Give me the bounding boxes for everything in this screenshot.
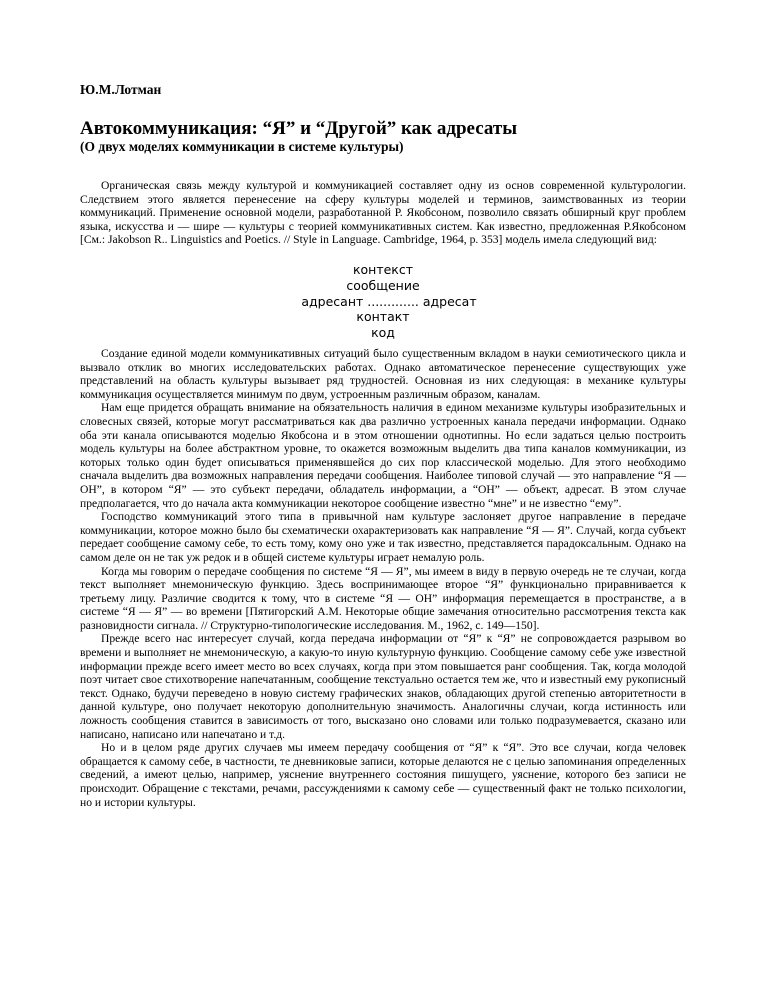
jakobson-communication-scheme xyxy=(80,262,686,341)
scheme-message: сообщение xyxy=(346,277,420,293)
author-name: Ю.М.Лотман xyxy=(80,82,162,97)
scheme-addresser-addressee: адресант ............. адресат xyxy=(301,293,477,309)
scheme-code: код xyxy=(371,325,395,341)
paragraph: Прежде всего нас интересует случай, когда передача информации от “Я” к “Я” не сопровождается разрывом во времени и выполняет не мнемоническую, а какую-то иную культурную функцию. Сообщение самому себе уже известной информации прежде всего имеет место во всех случаях, когда при этом повышается ранг сообщения. Так, когда молодой поэт читает свое стихотворение напечатанным, сообщение текстуально остается тем же, что и известный ему рукописный текст. Однако, будучи переведено в новую систему графических знаков, обладающих другой степенью авторитетности в данной культуре, оно получает некоторую дополнительную значимость. Аналогичны случаи, когда истинность или ложность сообщения ставится в зависимость от того, высказано оно словами или только подразумевается, сказано или написано, написано или напечатано и т.д. xyxy=(80,632,686,741)
article-subtitle: (О двух моделях коммуникации в системе культуры) xyxy=(80,139,404,154)
paragraph: Господство коммуникаций этого типа в привычной нам культуре заслоняет другое направление в передаче коммуникации, которое можно было бы схематически охарактеризовать как направление “Я — Я”. Случай, когда субъект передает сообщение самому себе, то есть тому, кому оно уже и так известно, представляется парадоксальным. Однако на самом деле он не так уж редок и в общей системе культуры играет немалую роль. xyxy=(80,510,686,564)
main-text xyxy=(80,347,686,809)
paragraph: Нам еще придется обращать внимание на обязательность наличия в едином механизме культуры изобразительных и словесных связей, которые могут рассматриваться как два различно устроенных канала передачи информации. Однако оба эти канала описываются моделью Якобсона и в этом отношении однотипны. Но если задаться целью построить модель культуры на более абстрактном уровне, то окажется возможным выделить два типа каналов коммуникации, из которых только один будет описываться применявшейся до сих пор классической моделью. Для этого необходимо сначала выделить два возможных направления передачи сообщения. Наиболее типовой случай — это направление “Я — ОН”, в котором “Я” — это субъект передачи, обладатель информации, а “ОН” — объект, адресат. В этом случае предполагается, что до начала акта коммуникации некоторое сообщение известно “мне” и не известно “ему”. xyxy=(80,401,686,510)
article-title: Автокоммуникация: “Я” и “Другой” как адресаты xyxy=(80,118,518,139)
intro-text xyxy=(80,179,686,247)
scheme-context: контекст xyxy=(352,262,414,277)
scheme-contact: контакт xyxy=(356,309,410,325)
paragraph: Создание единой модели коммуникативных ситуаций было существенным вкладом в науки семиотического цикла и вызвало отклик во многих исследовательских работах. Однако автоматическое перенесение существующих уже представлений на область культуры вызывает ряд трудностей. Основная из них следующая: в механике культуры коммуникация осуществляется минимум по двум, устроенным различным образом, каналам. xyxy=(80,347,686,401)
paragraph: Когда мы говорим о передаче сообщения по системе “Я — Я”, мы имеем в виду в первую очередь не те случаи, когда текст выполняет мнемоническую функцию. Здесь воспринимающее второе “Я” функционально приравнивается к третьему лицу. Различие сводится к тому, что в системе “Я — ОН” информация перемещается в пространстве, а в системе “Я — Я” — во времени [Пятигорский А.М. Некоторые общие замечания относительно рассмотрения текста как разновидности сигнала. // Структурно-типологические исследования. М., 1962, с. 149—150]. xyxy=(80,564,686,632)
paragraph: Но и в целом ряде других случаев мы имеем передачу сообщения от “Я” к “Я”. Это все случаи, когда человек обращается к самому себе, в частности, те дневниковые записи, которые делаются не с целью запоминания определенных сведений, а имеют целью, например, уяснение внутреннего состояния пишущего, уяснение, которого без записи не происходит. Обращение с текстами, речами, рассуждениями к самому себе — существенный факт не только психологии, но и истории культуры. xyxy=(80,741,686,809)
paragraph: Органическая связь между культурой и коммуникацией составляет одну из основ современной культурологии. Следствием этого является перенесение на сферу культуры моделей и терминов, заимствованных из теории коммуникаций. Применение основной модели, разработанной Р. Якобсоном, позволило связать обширный круг проблем языка, искусства и — шире — культуры с теорией коммуникативных систем. Как известно, предложенная Р.Якобсоном [См.: Jakobson R.. Linguistics and Poetics. // Style in Language. Cambridge, 1964, p. 353] модель имела следующий вид: xyxy=(80,179,686,247)
